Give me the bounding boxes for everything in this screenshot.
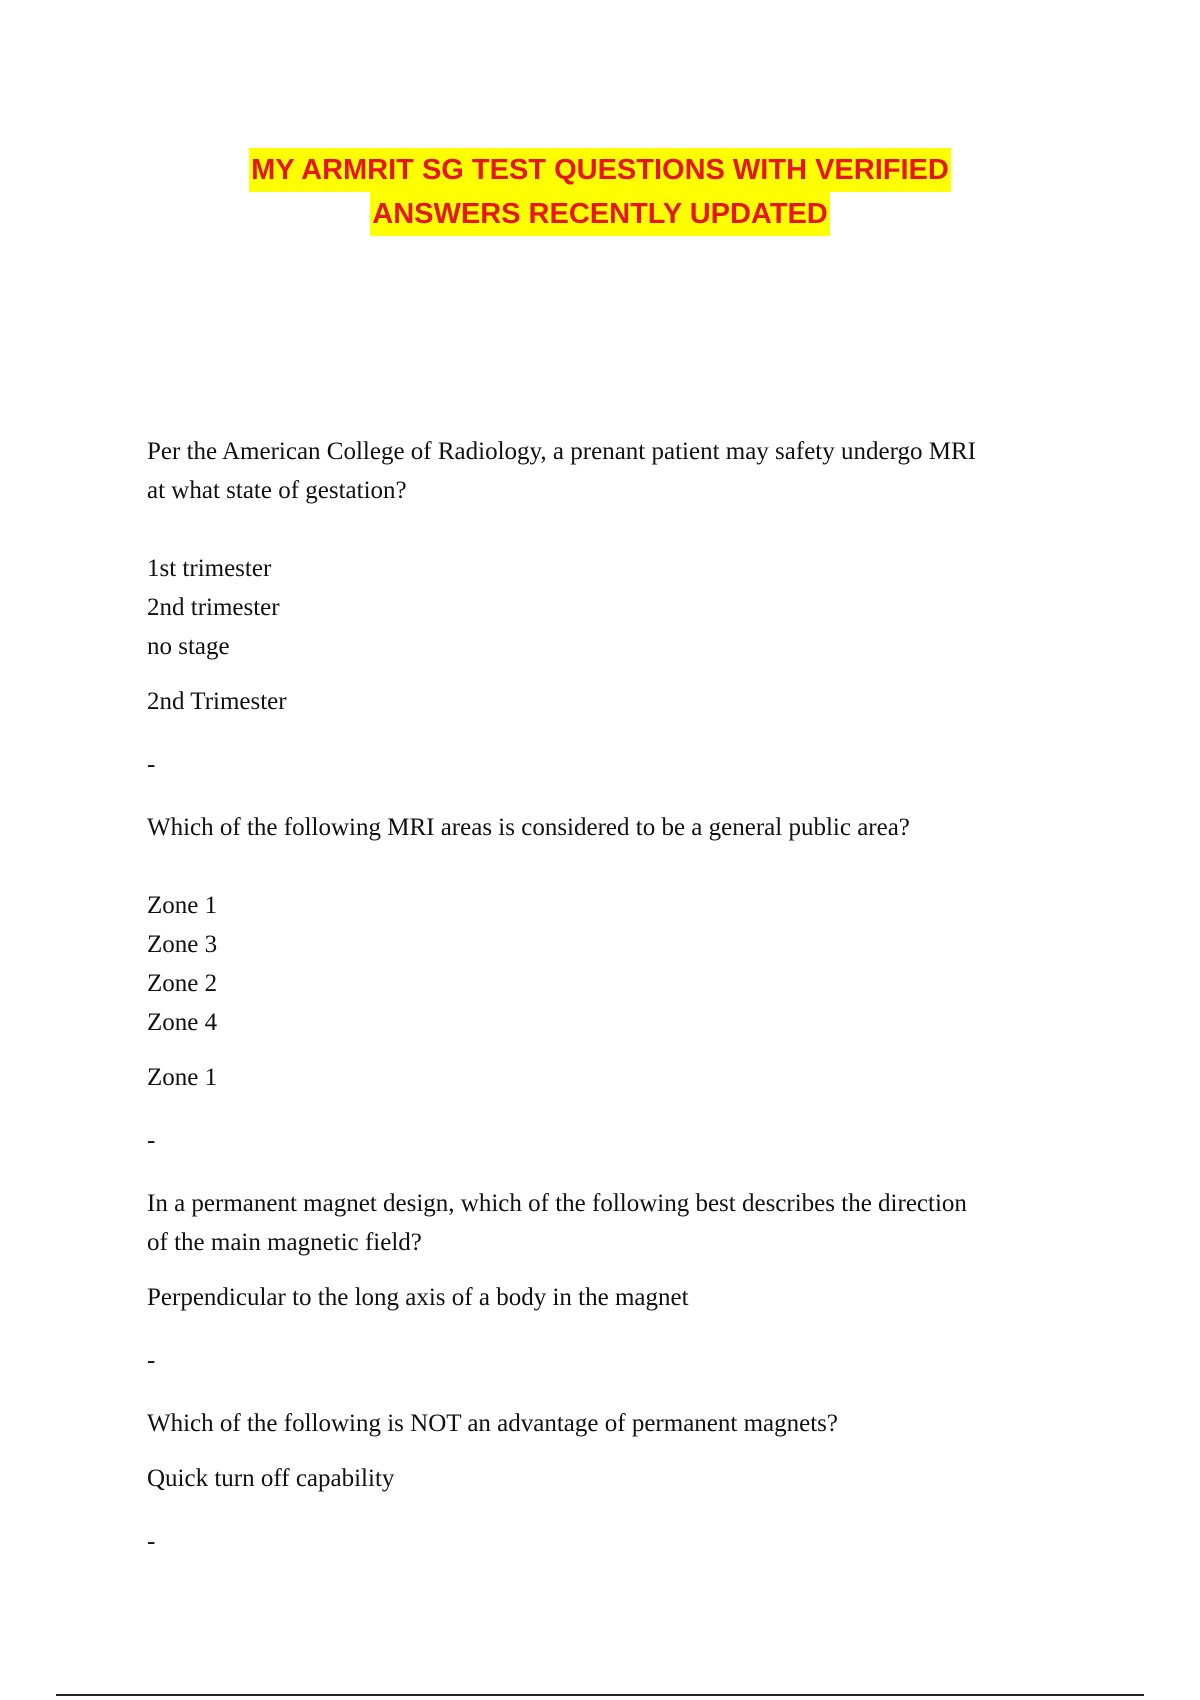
question-2-separator: - [147, 1127, 156, 1154]
question-2-answer: Zone 1 [147, 1064, 218, 1091]
question-4-separator: - [147, 1528, 156, 1555]
question-2-option-1: Zone 1 [147, 892, 218, 919]
question-4-text: Which of the following is NOT an advantage of permanent magnets? [147, 1410, 838, 1437]
question-1-option-1: 1st trimester [147, 555, 272, 582]
question-1-separator: - [147, 751, 156, 778]
question-1-option-3: no stage [147, 633, 230, 660]
question-1-answer: 2nd Trimester [147, 688, 287, 715]
question-1-options [147, 549, 1067, 666]
question-4-answer: Quick turn off capability [147, 1465, 395, 1492]
title-line-2: ANSWERS RECENTLY UPDATED [370, 192, 829, 236]
page-bottom-rule [56, 1694, 1144, 1696]
question-1-text: Per the American College of Radiology, a prenant patient may safety undergo MRI at what state of gestation? [147, 438, 976, 504]
question-2-option-4: Zone 4 [147, 1009, 218, 1036]
question-2-option-2: Zone 3 [147, 931, 218, 958]
question-2-text: Which of the following MRI areas is considered to be a general public area? [147, 814, 910, 841]
document-title [0, 148, 1200, 236]
question-2-options [147, 886, 1067, 1042]
question-3-separator: - [147, 1347, 156, 1374]
question-3-answer: Perpendicular to the long axis of a body in the magnet [147, 1284, 689, 1311]
question-1-option-2: 2nd trimester [147, 594, 280, 621]
question-2-option-3: Zone 2 [147, 970, 218, 997]
question-3-text: In a permanent magnet design, which of the following best describes the direction of the main magnetic field? [147, 1190, 967, 1256]
document-body [147, 432, 1067, 1561]
title-line-1: MY ARMRIT SG TEST QUESTIONS WITH VERIFIED [249, 148, 951, 192]
